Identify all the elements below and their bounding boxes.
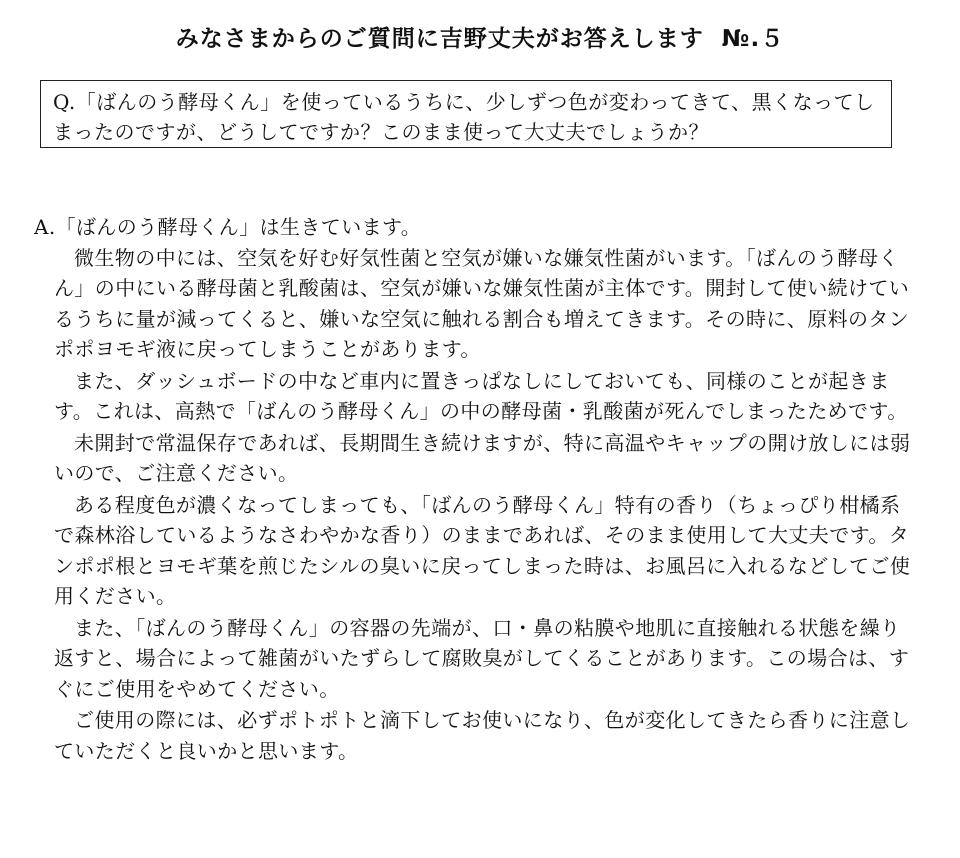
answer-paragraph: また、「ばんのう酵母くん」の容器の先端が、口・鼻の粘膜や地肌に直接触れる状態を繰り返すと、場合によって雑菌がいたずらして腐敗臭がしてくることがあります。この場合は、すぐにご使用をやめてください。	[54, 615, 910, 701]
page-title	[0, 20, 960, 53]
issue-number: №.５	[721, 26, 785, 52]
answer-paragraph: 微生物の中には、空気を好む好気性菌と空気が嫌いな嫌気性菌がいます。「ばんのう酵母くん」の中にいる酵母菌と乳酸菌は、空気が嫌いな嫌気性菌が主体です。開封して使い続けているうちに量が減ってくると、嫌いな空気に触れる割合も増えてきます。その時に、原料のタンポポヨモギ液に戻ってしまうことがあります。	[54, 245, 910, 361]
answer-paragraph: また、ダッシュボードの中など車内に置きっぱなしにしておいても、同様のことが起きます。これは、高熱で「ばんのう酵母くん」の中の酵母菌・乳酸菌が死んでしまったためです。	[54, 368, 908, 423]
answer-paragraph: ある程度色が濃くなってしまっても、「ばんのう酵母くん」特有の香り（ちょっぴり柑橘系で森林浴しているようなさわやかな香り）のままであれば、そのまま使用して大丈夫です。タンポポ根とヨモギ葉を煎じたシルの臭いに戻ってしまった時は、お風呂に入れるなどしてご使用ください。	[54, 492, 911, 608]
answer-heading: A.「ばんのう酵母くん」は生きています。	[34, 215, 422, 239]
answer-paragraph: 未開封で常温保存であれば、長期間生き続けますが、特に高温やキャップの開け放しには弱いので、ご注意ください。	[54, 430, 911, 485]
answer-section	[34, 212, 914, 767]
question-box	[40, 80, 892, 148]
question-text: Q.「ばんのう酵母くん」を使っているうちに、少しずつ色が変わってきて、黒くなってしまったのですが、どうしてですか？このまま使って大丈夫でしょうか？	[53, 90, 875, 144]
title-text: みなさまからのご質問に吉野丈夫がお答えします	[175, 26, 704, 52]
answer-paragraph: ご使用の際には、必ずポトポトと滴下してお使いになり、色が変化してきたら香りに注意していただくと良いかと思います。	[54, 708, 911, 763]
